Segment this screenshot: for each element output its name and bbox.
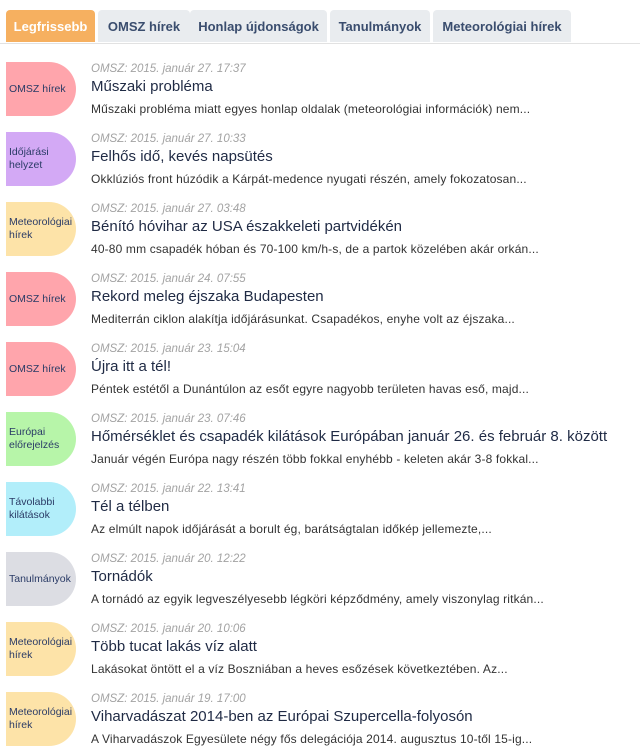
list-item <box>0 604 640 674</box>
category-badge[interactable]: Meteorológiai hírek <box>6 202 76 256</box>
item-meta: OMSZ: 2015. január 27. 03:48 <box>91 203 246 215</box>
item-meta: OMSZ: 2015. január 27. 17:37 <box>91 63 246 75</box>
list-item <box>0 674 640 744</box>
item-meta: OMSZ: 2015. január 24. 07:55 <box>91 273 246 285</box>
list-item <box>0 44 640 114</box>
tab-honlap-ujdonsagok[interactable]: Honlap újdonságok <box>190 10 327 42</box>
item-excerpt: Mediterrán ciklon alakítja időjárásunkat. Csapadékos, enyhe volt az éjszaka... <box>91 312 515 326</box>
tab-omsz-hirek[interactable]: OMSZ hírek <box>98 10 190 42</box>
item-excerpt: Műszaki probléma miatt egyes honlap oldalak (meteorológiai információk) nem... <box>91 102 531 116</box>
item-title[interactable]: Több tucat lakás víz alatt <box>91 638 257 655</box>
category-badge[interactable]: Időjárási helyzet <box>6 132 76 186</box>
item-meta: OMSZ: 2015. január 27. 10:33 <box>91 133 246 145</box>
item-excerpt: Lakásokat öntött el a víz Boszniában a heves esőzések következtében. Az... <box>91 662 508 676</box>
tab-legfrissebb[interactable]: Legfrissebb <box>6 10 95 42</box>
item-meta: OMSZ: 2015. január 23. 15:04 <box>91 343 246 355</box>
category-badge[interactable]: OMSZ hírek <box>6 62 76 116</box>
list-item <box>0 394 640 464</box>
item-excerpt: Az elmúlt napok időjárását a borult ég, barátságtalan időkép jellemezte,... <box>91 522 492 536</box>
category-badge[interactable]: OMSZ hírek <box>6 272 76 326</box>
category-badge[interactable]: Távolabbi kilátások <box>6 482 76 536</box>
item-title[interactable]: Újra itt a tél! <box>91 358 172 375</box>
item-excerpt: Péntek estétől a Dunántúlon az esőt egyre nagyobb területen havas eső, majd... <box>91 382 529 396</box>
item-title[interactable]: Tornádók <box>91 568 153 585</box>
item-title[interactable]: Felhős idő, kevés napsütés <box>91 148 273 165</box>
category-badge[interactable]: Meteorológiai hírek <box>6 622 76 676</box>
item-meta: OMSZ: 2015. január 23. 07:46 <box>91 413 246 425</box>
category-badge[interactable]: Tanulmányok <box>6 552 76 606</box>
category-badge[interactable]: OMSZ hírek <box>6 342 76 396</box>
item-excerpt: Január végén Európa nagy részén több fokkal enyhébb - keleten akár 3-8 fokkal... <box>91 452 539 466</box>
item-excerpt: A Viharvadászok Egyesülete négy fős delegációja 2014. augusztus 10-től 15-ig... <box>91 732 533 746</box>
item-meta: OMSZ: 2015. január 20. 12:22 <box>91 553 246 565</box>
item-meta: OMSZ: 2015. január 20. 10:06 <box>91 623 246 635</box>
list-item <box>0 464 640 534</box>
category-badge[interactable]: Meteorológiai hírek <box>6 692 76 746</box>
list-item <box>0 184 640 254</box>
item-meta: OMSZ: 2015. január 19. 17:00 <box>91 693 246 705</box>
category-badge[interactable]: Európai előrejelzés <box>6 412 76 466</box>
item-excerpt: Okklúziós front húzódik a Kárpát-medence nyugati részén, amely fokozatosan... <box>91 172 527 186</box>
item-title[interactable]: Hőmérséklet és csapadék kilátások Európában január 26. és február 8. között <box>91 428 608 445</box>
list-item <box>0 254 640 324</box>
item-title[interactable]: Műszaki probléma <box>91 78 213 95</box>
tab-meteorologiai-hirek[interactable]: Meteorológiai hírek <box>433 10 571 42</box>
item-excerpt: 40-80 mm csapadék hóban és 70-100 km/h-s, de a partok közelében akár orkán... <box>91 242 539 256</box>
item-meta: OMSZ: 2015. január 22. 13:41 <box>91 483 246 495</box>
list-item <box>0 114 640 184</box>
list-item <box>0 534 640 604</box>
item-title[interactable]: Rekord meleg éjszaka Budapesten <box>91 288 324 305</box>
item-title[interactable]: Bénító hóvihar az USA északkeleti partvidékén <box>91 218 403 235</box>
item-title[interactable]: Tél a télben <box>91 498 170 515</box>
tab-tanulmanyok[interactable]: Tanulmányok <box>330 10 430 42</box>
list-item <box>0 324 640 394</box>
item-title[interactable]: Viharvadászat 2014-ben az Európai Szupercella-folyosón <box>91 708 473 725</box>
item-excerpt: A tornádó az egyik legveszélyesebb légköri képződmény, amely viszonylag ritkán... <box>91 592 544 606</box>
tab-bar <box>0 0 640 44</box>
